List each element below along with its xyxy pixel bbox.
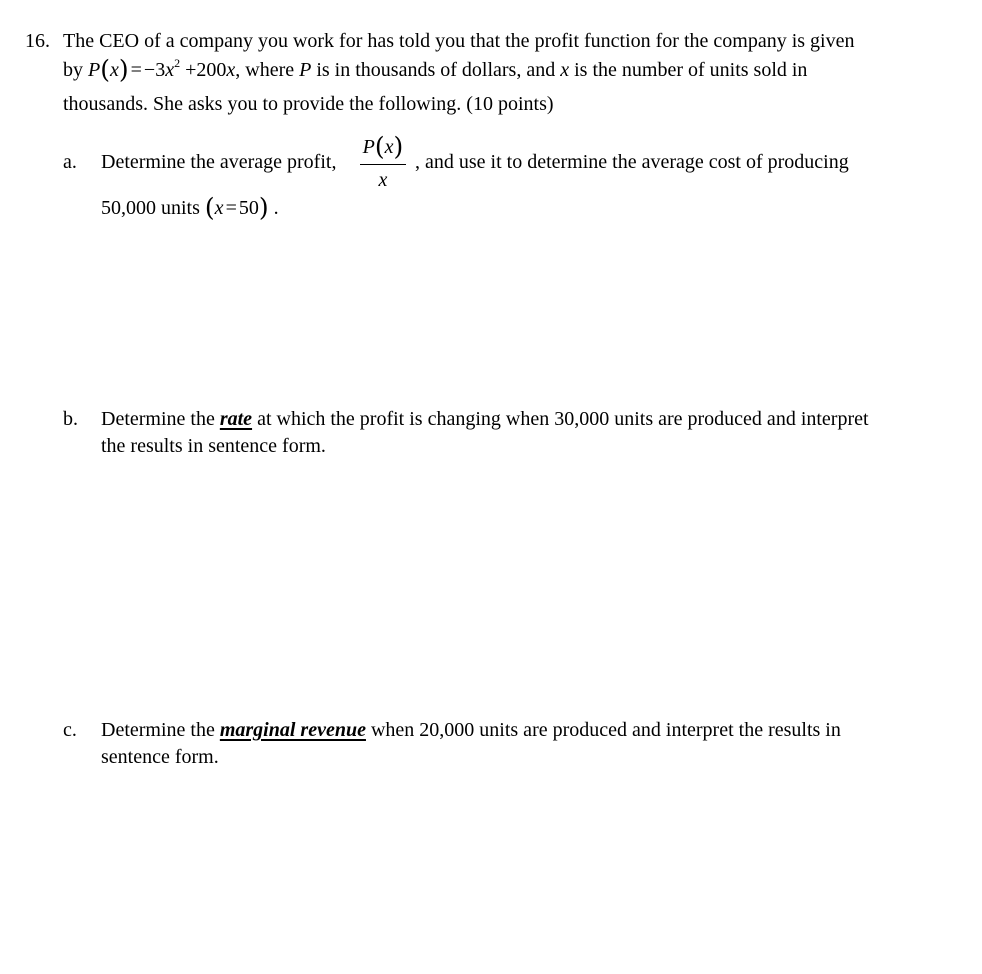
part-c-line2: sentence form. [101,746,219,768]
part-a-line2: 50,000 units (x = 50) . [101,193,279,222]
part-a-x-var: x [214,197,224,219]
part-a-period: . [273,197,279,219]
neg-coef: −3 [143,59,166,81]
part-a-equals: = [225,197,237,219]
problem-intro-line3: thousands. She asks you to provide the following. (10 points) [63,93,554,115]
units-text-1: is in thousands of dollars, and [316,59,556,81]
average-profit-fraction [358,132,408,195]
part-b-line2: the results in sentence form. [101,435,326,457]
part-a-text-before: Determine the average profit, [101,151,337,173]
problem-intro-line2: by $P(x) = -3x^2 +200x$, where P is in thousands of dollars, and x is the number of units sold in [63,55,808,84]
equals-sign: = [130,59,142,81]
where-text: , where [235,59,295,81]
plus-sign: + [185,59,197,81]
fraction-numerator: P(x) [362,132,404,161]
part-b-line1 [101,407,869,431]
func-name: P [88,59,101,81]
x-variable: x [560,59,570,81]
x-squared-var: x [165,59,175,81]
fraction-denominator: x [378,169,388,191]
part-a-label: a. [63,151,77,173]
func-var: x [109,59,119,81]
part-b-text-before: Determine the [101,408,215,430]
problem-intro-line1: The CEO of a company you work for has told you that the profit function for the company is given [63,30,855,52]
intro-by-text: by [63,59,83,81]
part-b-label: b. [63,408,78,430]
linear-coef: 200 [196,59,227,81]
part-c-keyword: marginal revenue [219,719,366,741]
part-b-keyword: rate [219,408,253,430]
part-c-label: c. [63,719,77,741]
problem-number: 16. [25,30,50,52]
p-variable: P [299,59,312,81]
part-c-line1 [101,718,841,742]
part-c-text-before: Determine the [101,719,215,741]
linear-var: x [226,59,236,81]
part-a-value: 50 [238,197,259,219]
part-c-text-after: when 20,000 units are produced and interpret the results in [370,719,841,741]
exponent: 2 [174,56,181,70]
part-b-text-after: at which the profit is changing when 30,000 units are produced and interpret [257,408,869,430]
part-a-units-text: 50,000 units [101,197,200,219]
fraction-bar [360,164,406,165]
part-a-text-after: , and use it to determine the average cost of producing [415,151,849,173]
units-text-2: is the number of units sold in [574,59,808,81]
